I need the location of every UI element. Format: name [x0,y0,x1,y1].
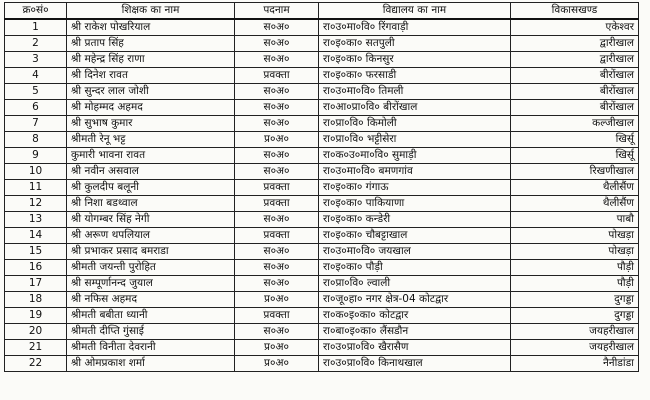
cell-development-block: खिर्सू [511,132,639,148]
cell-serial-number: 4 [5,68,67,84]
cell-school-name: रा०क०इ०का० कोटद्वार [319,308,511,324]
cell-designation: स०अ० [235,260,319,276]
cell-teacher-name: श्रीमती दीप्ति गुंसाई [67,324,235,340]
cell-serial-number: 19 [5,308,67,324]
cell-development-block: रिखणीखाल [511,164,639,180]
cell-teacher-name: श्री सुभाष कुमार [67,116,235,132]
cell-serial-number: 3 [5,52,67,68]
table-header [5,3,639,20]
cell-teacher-name: श्री दिनेश रावत [67,68,235,84]
cell-serial-number: 16 [5,260,67,276]
table-row [5,36,639,52]
table-row [5,212,639,228]
table-row [5,132,639,148]
cell-school-name: रा०इ०का० फरसाडी [319,68,511,84]
table-body [5,19,639,372]
cell-teacher-name: कुमारी भावना रावत [67,148,235,164]
cell-serial-number: 17 [5,276,67,292]
cell-designation: प्रवक्ता [235,196,319,212]
cell-school-name: रा०जू०हा० नगर क्षेत्र-04 कोटद्वार [319,292,511,308]
cell-teacher-name: श्री सम्पूर्णानन्द जुयाल [67,276,235,292]
cell-designation: स०अ० [235,212,319,228]
cell-teacher-name: श्री योगम्बर सिंह नेगी [67,212,235,228]
cell-teacher-name: श्री प्रताप सिंह [67,36,235,52]
cell-development-block: नैनीडांडा [511,356,639,372]
cell-development-block: कल्जीखाल [511,116,639,132]
cell-designation: स०अ० [235,324,319,340]
cell-school-name: रा०प्रा०वि० ल्वाली [319,276,511,292]
header-row [5,3,639,20]
cell-serial-number: 9 [5,148,67,164]
cell-development-block: बीरोंखाल [511,100,639,116]
cell-teacher-name: श्री मोहम्मद अहमद [67,100,235,116]
cell-designation: स०अ० [235,84,319,100]
cell-teacher-name: श्री नवीन असवाल [67,164,235,180]
table-row [5,116,639,132]
cell-serial-number: 12 [5,196,67,212]
cell-school-name: रा०उ०मा०वि० रिंगवाड़ी [319,19,511,36]
cell-teacher-name: श्री सुन्दर लाल जोशी [67,84,235,100]
table-row [5,228,639,244]
cell-school-name: रा०प्रा०वि० भट्टीसेरा [319,132,511,148]
table-row [5,84,639,100]
cell-teacher-name: श्री निशा बडथ्वाल [67,196,235,212]
cell-school-name: रा०उ०प्रा०वि० खैरासैण [319,340,511,356]
cell-serial-number: 7 [5,116,67,132]
cell-school-name: रा०बा०इ०का० लैंसडौन [319,324,511,340]
cell-teacher-name: श्री महेन्द्र सिंह राणा [67,52,235,68]
cell-development-block: बीरोंखाल [511,68,639,84]
cell-development-block: पोखड़ा [511,244,639,260]
cell-serial-number: 2 [5,36,67,52]
cell-school-name: रा०इ०का० चौबट्टाखाल [319,228,511,244]
table-row [5,276,639,292]
table-row [5,196,639,212]
cell-serial-number: 18 [5,292,67,308]
cell-school-name: रा०इ०का० पाकियाणा [319,196,511,212]
cell-development-block: पौड़ी [511,260,639,276]
cell-development-block: दुगड्डा [511,308,639,324]
cell-school-name: रा०इ०का० किनसुर [319,52,511,68]
cell-school-name: रा०आ०प्रा०वि० बीरोंखाल [319,100,511,116]
cell-teacher-name: श्रीमती विनीता देवरानी [67,340,235,356]
cell-designation: स०अ० [235,100,319,116]
cell-school-name: रा०इ०का० कन्डेरी [319,212,511,228]
cell-school-name: रा०उ०मा०वि० बमणगांव [319,164,511,180]
cell-designation: स०अ० [235,276,319,292]
cell-development-block: एकेश्वर [511,19,639,36]
table-row [5,356,639,372]
table-row [5,308,639,324]
cell-designation: स०अ० [235,148,319,164]
cell-development-block: पौड़ी [511,276,639,292]
cell-serial-number: 5 [5,84,67,100]
cell-school-name: रा०इ०का० पौड़ी [319,260,511,276]
cell-development-block: पोखड़ा [511,228,639,244]
cell-teacher-name: श्री कुलदीप बलूनी [67,180,235,196]
cell-school-name: रा०उ०प्रा०वि० किनाथखाल [319,356,511,372]
cell-school-name: रा०प्रा०वि० किमोली [319,116,511,132]
table-row [5,260,639,276]
cell-designation: स०अ० [235,36,319,52]
cell-teacher-name: श्री ओमप्रकाश शर्मा [67,356,235,372]
cell-serial-number: 10 [5,164,67,180]
table-row [5,52,639,68]
cell-designation: प्र०अ० [235,132,319,148]
cell-designation: प्रवक्ता [235,68,319,84]
cell-designation: प्र०अ० [235,292,319,308]
cell-designation: स०अ० [235,19,319,36]
table-row [5,164,639,180]
cell-designation: स०अ० [235,116,319,132]
cell-serial-number: 14 [5,228,67,244]
cell-serial-number: 15 [5,244,67,260]
table-row [5,292,639,308]
cell-development-block: जयहरीखाल [511,324,639,340]
cell-development-block: द्वारीखाल [511,36,639,52]
cell-teacher-name: श्री प्रभाकर प्रसाद बमराडा [67,244,235,260]
header-development-block: विकासखण्ड [511,3,639,20]
cell-designation: प्रवक्ता [235,180,319,196]
cell-serial-number: 6 [5,100,67,116]
teacher-roster-table [4,2,639,372]
cell-serial-number: 8 [5,132,67,148]
table-row [5,180,639,196]
cell-designation: स०अ० [235,244,319,260]
table-row [5,100,639,116]
table-row [5,19,639,36]
cell-development-block: जयहरीखाल [511,340,639,356]
cell-school-name: रा०इ०का० सतपुली [319,36,511,52]
cell-teacher-name: श्रीमती रेनू भट्ट [67,132,235,148]
cell-serial-number: 22 [5,356,67,372]
table-row [5,68,639,84]
cell-designation: प्रवक्ता [235,308,319,324]
cell-development-block: द्वारीखाल [511,52,639,68]
cell-serial-number: 21 [5,340,67,356]
cell-serial-number: 11 [5,180,67,196]
cell-designation: स०अ० [235,164,319,180]
cell-serial-number: 20 [5,324,67,340]
cell-designation: प्र०अ० [235,356,319,372]
cell-school-name: रा०उ०मा०वि० तिमली [319,84,511,100]
cell-teacher-name: श्री अरूण थपलियाल [67,228,235,244]
cell-designation: स०अ० [235,52,319,68]
table-row [5,340,639,356]
cell-development-block: पाबौ [511,212,639,228]
cell-development-block: थैलीसैंण [511,196,639,212]
cell-designation: प्रवक्ता [235,228,319,244]
header-school-name: विद्यालय का नाम [319,3,511,20]
cell-development-block: बीरोंखाल [511,84,639,100]
cell-school-name: रा०उ०मा०वि० जयखाल [319,244,511,260]
cell-serial-number: 13 [5,212,67,228]
table-row [5,244,639,260]
cell-school-name: रा०इ०का० गंगाऊ [319,180,511,196]
cell-school-name: रा०क०उ०मा०वि० सुमाड़ी [319,148,511,164]
cell-teacher-name: श्रीमती बबीता ध्यानी [67,308,235,324]
table-row [5,324,639,340]
cell-development-block: खिर्सू [511,148,639,164]
cell-teacher-name: श्रीमती जयन्ती पुरोहित [67,260,235,276]
header-designation: पदनाम [235,3,319,20]
header-teacher-name: शिक्षक का नाम [67,3,235,20]
cell-serial-number: 1 [5,19,67,36]
table-row [5,148,639,164]
header-serial-number: क्र०सं० [5,3,67,20]
cell-designation: प्र०अ० [235,340,319,356]
cell-development-block: थैलीसैंण [511,180,639,196]
cell-teacher-name: श्री नफिस अहमद [67,292,235,308]
cell-development-block: दुगड्डा [511,292,639,308]
cell-teacher-name: श्री राकेश पोखरियाल [67,19,235,36]
